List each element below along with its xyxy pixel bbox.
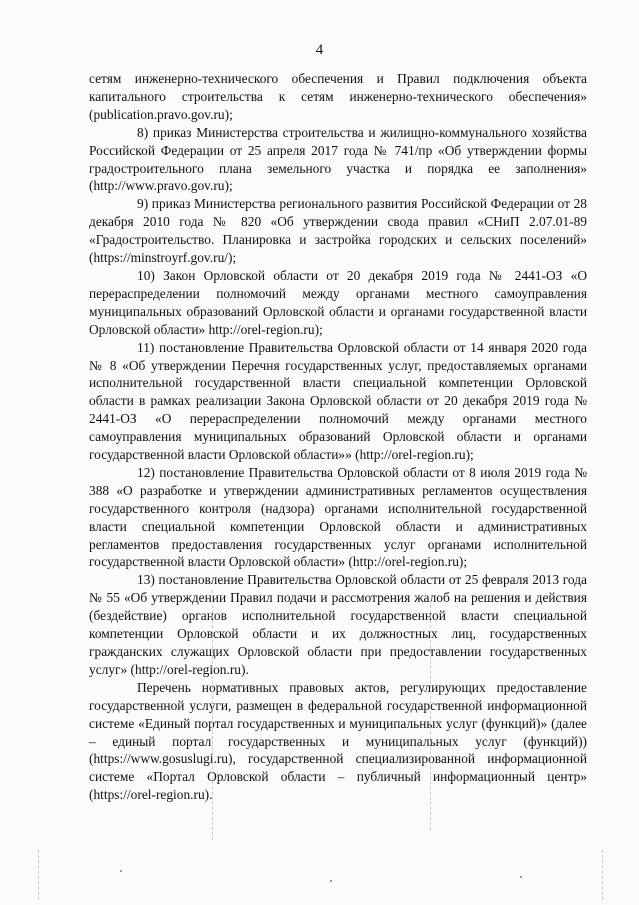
- paragraph-list-statement: [89, 679, 587, 804]
- scan-artifact-line: [430, 600, 431, 830]
- paragraph-item-12: [89, 464, 587, 571]
- paragraph-text: 10) Закон Орловской области от 20 декабря 2019 года № 2441-ОЗ «О перераспределении полномочий между органами местного самоуправления муниципальных образований Орловской области и органами государственной власти Орловской области» http://orel-region.ru);: [89, 267, 587, 337]
- scan-artifact-dot: [520, 876, 522, 878]
- paragraph-continuation: [89, 70, 587, 124]
- paragraph-item-9: [89, 195, 587, 267]
- page-number: 4: [315, 42, 324, 58]
- paragraph-text: Перечень нормативных правовых актов, регулирующих предоставление государственной услуги, размещен в федеральной государственной информационной системе «Единый портал государственных и муниципальных услуг (функций)» (далее – единый портал государственных и муниципальных услуг (функций)) (https://www.gosuslugi.ru), государственной специализированной информационной системе «Портал Орловской области – публичный информационный центр» (https://orel-region.ru).: [89, 679, 587, 803]
- paragraph-text: 8) приказ Министерства строительства и жилищно-коммунального хозяйства Российской Федерации от 25 апреля 2017 года № 741/пр «Об утверждении формы градостроительного плана земельного участка и порядка ее заполнения» (http://www.pravo.gov.ru);: [89, 124, 587, 194]
- paragraph-item-13: [89, 571, 587, 678]
- paragraph-item-11: [89, 339, 587, 464]
- paragraph-text: 13) постановление Правительства Орловской области от 25 февраля 2013 года № 55 «Об утверждении Правил подачи и рассмотрения жалоб на решения и действия (бездействие) органов исполнительной государственной власти специальной компетенции Орловской области и их должностных лиц, государственных гражданских служащих Орловской области при предоставлении государственных услуг» (http://orel-region.ru).: [89, 572, 587, 677]
- scan-artifact-dot: [120, 870, 122, 872]
- paragraph-item-10: [89, 267, 587, 339]
- paragraph-text: сетям инженерно-технического обеспечения и Правил подключения объекта капитального строительства к сетям инженерно-технического обеспечения» (publication.pravo.gov.ru);: [89, 71, 587, 122]
- paragraph-text: 11) постановление Правительства Орловской области от 14 января 2020 года № 8 «Об утверждении Перечня государственных услуг, предоставляемых органами исполнительной государственной власти специальной компетенции Орловской области в рамках реализации Закона Орловской области от 20 декабря 2019 года № 2441-ОЗ «О перераспределении полномочий между органами местного самоуправления муниципальных образований Орловской области и органами государственной власти Орловской области»» (http://orel-region.ru);: [89, 339, 587, 463]
- paragraph-text: 9) приказ Министерства регионального развития Российской Федерации от 28 декабря 2010 года № 820 «Об утверждении свода правил «СНиП 2.07.01-89 «Градостроительство. Планировка и застройка городских и сельских поселений» (https://minstroyrf.gov.ru/);: [89, 196, 587, 266]
- scan-artifact-dot: [330, 880, 332, 882]
- scan-artifact-line: [38, 850, 39, 900]
- paragraph-text: 12) постановление Правительства Орловской области от 8 июля 2019 года № 388 «О разработке и утверждении административных регламентов осуществления государственного контроля (надзора) органами исполнительной государственной власти специальной компетенции Орловской области и административных регламентов предоставления государственных услуг органами исполнительной государственной власти Орловской области» (http://orel-region.ru);: [89, 464, 587, 570]
- document-body: [89, 70, 587, 804]
- scan-artifact-line: [602, 850, 603, 900]
- scan-artifact-line: [212, 590, 213, 840]
- paragraph-item-8: [89, 124, 587, 196]
